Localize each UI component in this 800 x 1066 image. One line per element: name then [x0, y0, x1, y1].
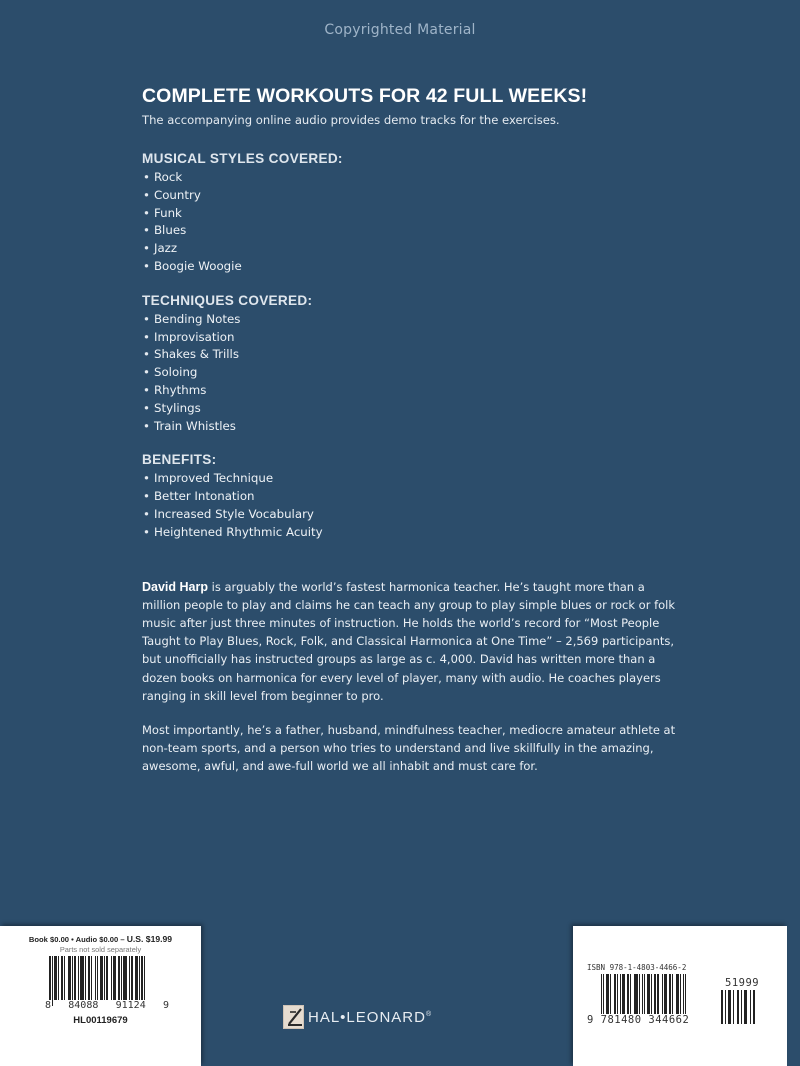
isbn-digits-text: 9 781480 344662	[587, 1014, 690, 1026]
list-item: • Country	[142, 187, 682, 205]
isbn-barcode-box	[573, 926, 787, 1066]
upc-digits	[44, 1000, 170, 1011]
list-item: • Jazz	[142, 240, 682, 258]
price: U.S. $19.99	[126, 934, 173, 944]
list-item: • Bending Notes	[142, 311, 682, 329]
price-addon-code: 51999	[725, 977, 760, 989]
back-cover-content	[142, 84, 682, 776]
list-item: • Heightened Rhythmic Acuity	[142, 524, 682, 542]
upc-digit: 8	[45, 1000, 52, 1011]
bio-text: is arguably the world’s fastest harmonica teacher. He’s taught more than a million people to play and claims he can teach any group to play simple blues or rock or folk music after just three minutes of instruction. He holds the world’s record for “Most People Taught to Play Blues, Rock, Folk, and Classical Harmonica at One Time” – 2,569 participants, but unofficially has instructed groups as large as c. 4,000. David has written more than a dozen books on harmonica for every level of player, many with audio. He coaches players ranging in skill level from beginner to pro.	[142, 579, 676, 703]
list-item: • Improved Technique	[142, 470, 682, 488]
list-item: • Increased Style Vocabulary	[142, 506, 682, 524]
list-item: • Boogie Woogie	[142, 258, 682, 276]
musical-styles-list	[142, 169, 682, 276]
upc-digit: 9	[162, 1000, 169, 1011]
isbn-digits	[587, 1014, 689, 1026]
isbn-label: ISBN 978-1-4803-4466-2	[587, 963, 687, 972]
registered-mark: ®	[425, 1010, 433, 1018]
price-line	[0, 934, 201, 944]
list-item: • Better Intonation	[142, 488, 682, 506]
publisher-name	[308, 1009, 432, 1026]
author-bio	[142, 578, 682, 776]
section-techniques	[142, 292, 682, 436]
addon-barcode	[721, 990, 756, 1024]
section-musical-styles	[142, 150, 682, 276]
list-item: • Stylings	[142, 400, 682, 418]
section-benefits	[142, 451, 682, 541]
copyright-watermark: Copyrighted Material	[324, 22, 476, 38]
list-item: • Shakes & Trills	[142, 346, 682, 364]
item-code: HL00119679	[73, 1015, 128, 1026]
list-item: • Rhythms	[142, 382, 682, 400]
hal-leonard-logo-icon	[283, 1005, 304, 1029]
bio-paragraph-1	[142, 578, 682, 705]
upc-barcode	[49, 956, 161, 1006]
list-item: • Improvisation	[142, 329, 682, 347]
upc-digit: 84088	[68, 1000, 99, 1011]
subline: The accompanying online audio provides demo tracks for the exercises.	[142, 113, 560, 127]
upc-digit: 91124	[115, 1000, 146, 1011]
price-prefix: Book $0.00 • Audio $0.00 –	[28, 935, 127, 944]
section-title: MUSICAL STYLES COVERED:	[142, 151, 343, 166]
publisher-logo	[283, 1005, 432, 1029]
list-item: • Soloing	[142, 364, 682, 382]
section-title: BENEFITS:	[142, 452, 217, 468]
bio-paragraph-2: Most importantly, he’s a father, husband, mindfulness teacher, mediocre amateur athlete at non-team sports, and a person who tries to understand and live skillfully in the amazing, awesome, awful, and awe-full world we all inhabit and must care for.	[142, 722, 676, 774]
list-item: • Train Whistles	[142, 418, 682, 436]
price-barcode-box	[0, 926, 201, 1066]
list-item: • Funk	[142, 205, 682, 223]
section-title: TECHNIQUES COVERED:	[142, 292, 313, 308]
publisher-name-text: HAL•LEONARD	[308, 1008, 426, 1026]
headline: COMPLETE WORKOUTS FOR 42 FULL WEEKS!	[142, 85, 588, 107]
benefits-list	[142, 470, 682, 541]
techniques-list	[142, 311, 682, 436]
list-item: • Rock	[142, 169, 682, 187]
author-name: David Harp	[142, 579, 208, 594]
parts-note: Parts not sold separately	[59, 945, 142, 954]
list-item: • Blues	[142, 222, 682, 240]
